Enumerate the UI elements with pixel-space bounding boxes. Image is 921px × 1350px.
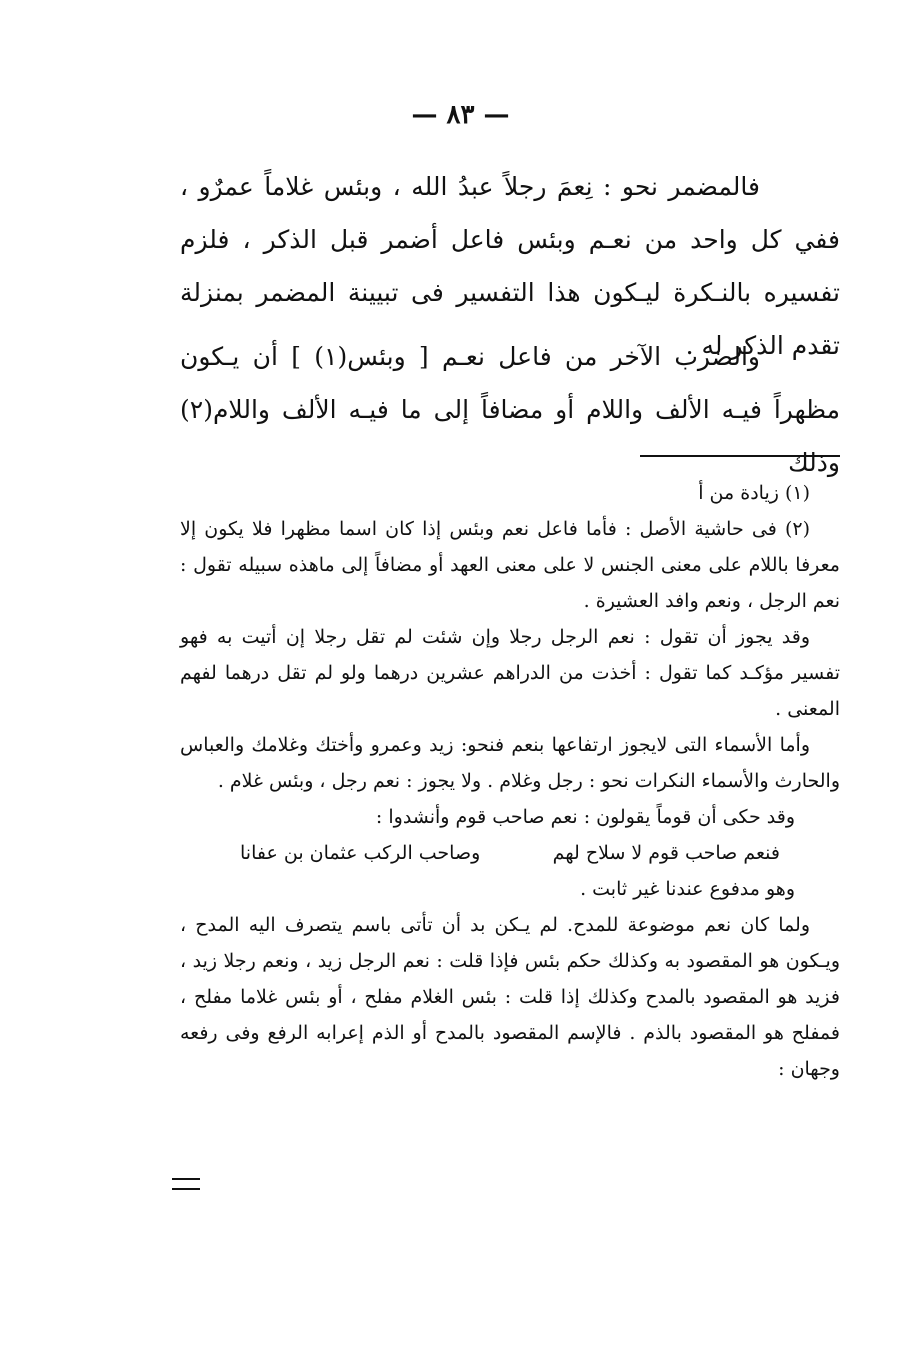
- footnote-2-paragraph: وهو مدفوع عندنا غير ثابت .: [580, 878, 795, 900]
- main-paragraph-2: [180, 330, 840, 489]
- footnote-2-paragraph: وقد حكى أن قوماً يقولون : نعم صاحب قوم وأنشدوا :: [375, 806, 795, 828]
- footnote-2-paragraph: ولما كان نعم موضوعة للمدح. لم يـكن بد أن تأتى باسم يتصرف اليه المدح ، ويـكون هو المقصود به وكذلك حكم بئس فإذا قلت : نعم الرجل زيد ، ونعم رجلا زيد ، فزيد هو المقصود بالمدح وكذلك إذا قلت : بئس الغلام مفلح ، أو بئس غلاما مفلح ، فمفلح هو المقصود بالذم . فالإسم المقصود بالمدح أو الذم إعرابه الرفع وفى رفعه وجهان :: [180, 914, 840, 1080]
- verse-second-hemistich: وصاحب الركب عثمان بن عفانا: [240, 842, 481, 864]
- main-text: فالمضمر نحو : نِعمَ رجلاً عبدُ الله ، وبئس غلاماً عمرٌو ، ففي كل واحد من نعـم وبئس فاعل أضمر قبل الذكر ، فلزم تفسيره بالنـكرة ليـكون هذا التفسير فى تبيينة المضمر بمنزلة تقدم الذكر له .: [180, 172, 840, 360]
- footnote-2: (٢) فى حاشية الأصل : فأما فاعل نعم وبئس إذا كان اسما مظهرا فلا يكون إلا معرفا باللام على معنى الجنس لا على معنى العهد أو مضافاً إلى ماهذه سبيله تقول : نعم الرجل ، ونعم وافد العشيرة .: [180, 518, 840, 612]
- footnotes: [180, 475, 840, 1087]
- verse-first-hemistich: فنعم صاحب قوم لا سلاح لهم: [552, 842, 780, 864]
- footnote-2-paragraph: وأما الأسماء التى لايجوز ارتفاعها بنعم فنحو: زيد وعمرو وأختك وغلامك والعباس والحارث والأسماء النكرات نحو : رجل وغلام . ولا يجوز : نعم رجل ، وبئس غلام .: [180, 734, 840, 792]
- footnote-2-paragraph: وقد يجوز أن تقول : نعم الرجل رجلا وإن شئت لم تقل رجلا إن أتيت به فهو تفسير مؤكـد كما تقول : أخذت من الدراهم عشرين درهما ولو لم تقل درهما لفهم المعنى .: [180, 626, 840, 720]
- footnote-separator: [640, 455, 840, 457]
- continuation-mark: [172, 1178, 200, 1190]
- main-text: والضرب الآخر من فاعل نعـم [ وبئس(١) ] أن يـكون مظهراً فيـه الألف واللام أو مضافاً إلى ما فيـه الألف واللام(٢) وذلك: [180, 342, 840, 477]
- poetry-verse: [180, 835, 840, 871]
- page-number: — ٨٣ —: [411, 100, 510, 130]
- footnote-1: (١) زيادة من أ: [698, 482, 810, 504]
